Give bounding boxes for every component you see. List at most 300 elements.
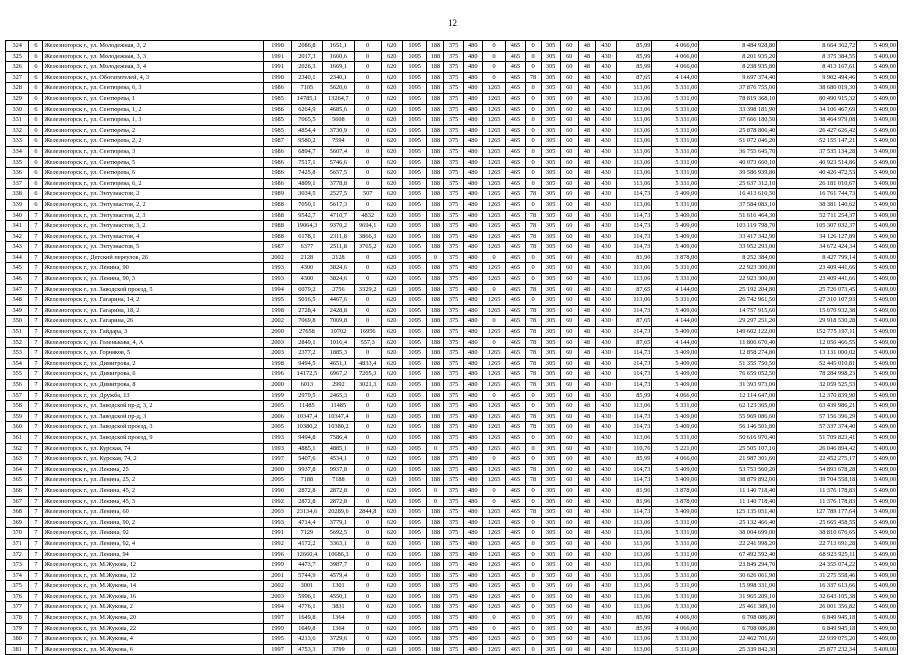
table-cell: 53 753 560,20	[699, 464, 777, 475]
table-cell: 1993	[264, 274, 292, 285]
address-cell: Железногорск г., ул. Гагарина, 14, 2	[43, 295, 264, 306]
table-cell: 7	[29, 454, 43, 465]
table-cell: 81,96	[617, 252, 652, 263]
table-cell: 38 464 979,08	[777, 115, 857, 126]
table-cell: 188	[427, 51, 444, 62]
table-cell: 1095	[402, 284, 427, 295]
table-cell: 480	[463, 327, 482, 338]
table-cell: 60	[560, 538, 578, 549]
table-cell: 465	[506, 136, 525, 147]
table-cell: 4833,4	[354, 358, 381, 369]
table-cell: 305	[541, 72, 560, 83]
table-cell: 1265	[482, 199, 505, 210]
table-cell: 5 409,00	[652, 422, 699, 433]
table-cell: 33 952 293,00	[699, 242, 777, 253]
table-cell: 620	[381, 252, 402, 263]
address-cell: Железногорск г., ул. М.Жукова, 12	[43, 570, 264, 581]
table-cell: 3329,2	[354, 284, 381, 295]
table-cell: 480	[463, 422, 482, 433]
table-cell: 5 409,00	[857, 443, 898, 454]
table-cell: 480	[463, 380, 482, 391]
table-cell: 430	[595, 168, 616, 179]
table-cell: 113,06	[617, 274, 652, 285]
table-cell: 620	[381, 327, 402, 338]
table-cell: 60	[560, 157, 578, 168]
table-cell: 465	[506, 581, 525, 592]
table-cell: 2511,8	[322, 242, 354, 253]
table-cell: 430	[595, 242, 616, 253]
table-cell: 78	[525, 475, 541, 486]
table-cell: 5 409,00	[652, 189, 699, 200]
table-cell: 480	[463, 432, 482, 443]
address-cell: Железногорск г., ул. Молодежная, 3, 4	[43, 62, 264, 73]
table-cell: 48	[578, 443, 595, 454]
table-cell: 188	[427, 369, 444, 380]
table-cell: 620	[381, 348, 402, 359]
table-cell: 3778,8	[322, 178, 354, 189]
table-cell: 1265	[482, 305, 505, 316]
table-row	[6, 178, 898, 189]
table-cell: 2000	[264, 380, 292, 391]
table-cell: 1265	[482, 178, 505, 189]
table-cell: 1985	[264, 125, 292, 136]
table-cell: 6377	[291, 242, 322, 253]
table-cell: 620	[381, 221, 402, 232]
table-cell: 60	[560, 475, 578, 486]
table-cell: 465	[506, 634, 525, 645]
table-cell: 0	[525, 602, 541, 613]
address-cell: Железногорск г., ул. Энтузиастов, 3, 2	[43, 221, 264, 232]
table-cell: 1095	[402, 125, 427, 136]
table-cell: 430	[595, 252, 616, 263]
table-row	[6, 115, 898, 126]
table-cell: 26 181 010,67	[777, 178, 857, 189]
table-cell: 26 001 356,82	[777, 602, 857, 613]
address-cell: Железногорск г., Детский переулок, 26	[43, 252, 264, 263]
table-cell: 2017,3	[291, 51, 322, 62]
address-cell: Железногорск г., ул. Заводской проезд, 9	[43, 432, 264, 443]
table-cell: 188	[427, 168, 444, 179]
table-cell: 20289,6	[322, 507, 354, 518]
address-cell: Железногорск г., ул. Сентюрева, 2, 2	[43, 136, 264, 147]
table-cell: 465	[506, 644, 525, 655]
table-cell: 37 535 134,28	[777, 146, 857, 157]
table-cell: 34 106 467,69	[777, 104, 857, 115]
table-cell: 305	[541, 528, 560, 539]
table-cell: 78 284 998,23	[777, 369, 857, 380]
table-cell: 188	[427, 358, 444, 369]
table-cell: 1997	[264, 613, 292, 624]
address-cell: Железногорск г., ул. Ленина, 45, 2	[43, 485, 264, 496]
table-cell: 5 409,00	[857, 411, 898, 422]
table-cell: 4753,3	[291, 644, 322, 655]
table-cell: 620	[381, 295, 402, 306]
table-cell: 1985	[264, 93, 292, 104]
table-cell: 620	[381, 390, 402, 401]
table-cell: 375	[444, 443, 463, 454]
table-cell: 305	[541, 168, 560, 179]
table-cell: 7425,8	[291, 168, 322, 179]
table-cell: 85,99	[617, 613, 652, 624]
table-cell: 0	[482, 623, 505, 634]
table-cell: 7	[29, 507, 43, 518]
table-cell: 13 131 000,02	[777, 348, 857, 359]
table-cell: 48	[578, 316, 595, 327]
table-cell: 620	[381, 41, 402, 52]
table-cell: 430	[595, 327, 616, 338]
table-cell: 1265	[482, 136, 505, 147]
table-cell: 5 409,00	[857, 538, 898, 549]
table-cell: 5 409,00	[857, 104, 898, 115]
table-cell: 6	[29, 62, 43, 73]
table-cell: 375	[444, 316, 463, 327]
table-cell: 430	[595, 358, 616, 369]
table-cell: 620	[381, 168, 402, 179]
table-cell: 113,06	[617, 125, 652, 136]
table-body	[6, 41, 898, 655]
table-cell: 78	[525, 422, 541, 433]
table-cell: 113,06	[617, 401, 652, 412]
table-cell: 331	[6, 115, 29, 126]
table-cell: 60	[560, 274, 578, 285]
table-cell: 48	[578, 644, 595, 655]
table-cell: 38 381 140,62	[777, 199, 857, 210]
table-cell: 0	[525, 634, 541, 645]
table-cell: 358	[6, 401, 29, 412]
table-cell: 188	[427, 189, 444, 200]
table-cell: 60	[560, 146, 578, 157]
table-cell: 465	[506, 199, 525, 210]
table-cell: 188	[427, 284, 444, 295]
table-cell: 114,73	[617, 380, 652, 391]
table-cell: 0	[354, 401, 381, 412]
table-cell: 0	[354, 549, 381, 560]
table-row	[6, 252, 898, 263]
table-cell: 380	[6, 634, 29, 645]
table-cell: 480	[463, 51, 482, 62]
table-cell: 48	[578, 72, 595, 83]
table-cell: 5 331,00	[652, 644, 699, 655]
table-cell: 5 409,00	[857, 284, 898, 295]
table-cell: 48	[578, 591, 595, 602]
table-cell: 480	[463, 242, 482, 253]
table-cell: 346	[6, 274, 29, 285]
table-cell: 29 297 251,20	[699, 316, 777, 327]
table-cell: 5746,6	[322, 157, 354, 168]
table-cell: 78	[525, 411, 541, 422]
table-cell: 620	[381, 358, 402, 369]
table-cell: 48	[578, 496, 595, 507]
table-cell: 48	[578, 380, 595, 391]
table-cell: 7	[29, 623, 43, 634]
table-cell: 480	[463, 231, 482, 242]
table-row	[6, 125, 898, 136]
table-cell: 6	[29, 199, 43, 210]
table-row	[6, 337, 898, 348]
table-cell: 339	[6, 199, 29, 210]
table-cell: 375	[444, 507, 463, 518]
table-cell: 2086,8	[291, 41, 322, 52]
table-cell: 0	[482, 51, 505, 62]
table-cell: 375	[444, 93, 463, 104]
table-cell: 113,06	[617, 432, 652, 443]
table-cell: 1265	[482, 432, 505, 443]
table-cell: 2005	[264, 475, 292, 486]
table-cell: 465	[506, 316, 525, 327]
table-cell: 465	[506, 432, 525, 443]
table-cell: 465	[506, 295, 525, 306]
address-cell: Железногорск г., ул. М.Жукова, 16	[43, 591, 264, 602]
table-cell: 375	[444, 189, 463, 200]
table-cell: 375	[444, 295, 463, 306]
table-cell: 6	[29, 51, 43, 62]
table-cell: 5657,5	[322, 168, 354, 179]
table-cell: 0	[354, 72, 381, 83]
table-cell: 1265	[482, 528, 505, 539]
table-cell: 60	[560, 72, 578, 83]
table-cell: 1095	[402, 210, 427, 221]
table-cell: 430	[595, 538, 616, 549]
table-cell: 8 484 928,80	[699, 41, 777, 52]
table-cell: 5617,3	[322, 199, 354, 210]
table-cell: 48	[578, 422, 595, 433]
table-cell: 48	[578, 602, 595, 613]
table-cell: 480	[463, 125, 482, 136]
table-cell: 465	[506, 221, 525, 232]
table-cell: 1994	[264, 284, 292, 295]
table-cell: 12 370 839,90	[777, 390, 857, 401]
table-cell: 1989	[264, 189, 292, 200]
table-cell: 4885,1	[322, 443, 354, 454]
table-cell: 305	[541, 634, 560, 645]
table-cell: 1265	[482, 644, 505, 655]
table-cell: 32 643 105,38	[777, 591, 857, 602]
table-cell: 60	[560, 485, 578, 496]
table-cell: 4885,1	[291, 443, 322, 454]
table-cell: 465	[506, 496, 525, 507]
table-cell: 353	[6, 348, 29, 359]
address-cell: Железногорск г., ул. Ленина, 90, 2	[43, 517, 264, 528]
table-cell: 375	[444, 231, 463, 242]
table-cell: 188	[427, 411, 444, 422]
table-cell: 620	[381, 263, 402, 274]
table-cell: 5 331,00	[652, 263, 699, 274]
table-cell: 5 409,00	[857, 199, 898, 210]
address-cell: Железногорск г., ул. Ленина, 92	[43, 528, 264, 539]
table-cell: 620	[381, 485, 402, 496]
table-cell: 620	[381, 104, 402, 115]
table-cell: 67 492 592,40	[699, 549, 777, 560]
table-cell: 3831	[322, 602, 354, 613]
table-cell: 1095	[402, 390, 427, 401]
table-cell: 48	[578, 189, 595, 200]
table-cell: 7	[29, 581, 43, 592]
table-cell: 48	[578, 485, 595, 496]
table-cell: 1095	[402, 581, 427, 592]
table-cell: 480	[463, 644, 482, 655]
table-cell: 5 409,00	[857, 496, 898, 507]
table-cell: 188	[427, 125, 444, 136]
table-cell: 0	[525, 581, 541, 592]
table-cell: 6	[29, 168, 43, 179]
table-cell: 328	[6, 83, 29, 94]
table-cell: 76 659 052,50	[699, 369, 777, 380]
table-cell: 5 409,00	[652, 507, 699, 518]
table-cell: 2128	[322, 252, 354, 263]
table-cell: 465	[506, 358, 525, 369]
table-cell: 1997	[264, 644, 292, 655]
table-cell: 620	[381, 634, 402, 645]
table-cell: 26 742 961,50	[699, 295, 777, 306]
table-cell: 68 923 925,11	[777, 549, 857, 560]
table-cell: 1095	[402, 93, 427, 104]
table-cell: 188	[427, 62, 444, 73]
table-cell: 22 923 300,00	[699, 263, 777, 274]
table-cell: 1265	[482, 274, 505, 285]
table-cell: 620	[381, 560, 402, 571]
table-row	[6, 295, 898, 306]
table-cell: 375	[444, 560, 463, 571]
table-cell: 374	[6, 570, 29, 581]
table-cell: 1095	[402, 231, 427, 242]
table-cell: 81,96	[617, 485, 652, 496]
table-cell: 48	[578, 41, 595, 52]
table-cell: 375	[444, 602, 463, 613]
table-cell: 0	[525, 136, 541, 147]
table-cell: 5 409,00	[857, 337, 898, 348]
table-cell: 465	[506, 157, 525, 168]
table-cell: 48	[578, 454, 595, 465]
table-cell: 60	[560, 125, 578, 136]
table-cell: 305	[541, 464, 560, 475]
table-cell: 5 331,00	[652, 157, 699, 168]
table-cell: 557,3	[354, 337, 381, 348]
table-cell: 2849,1	[291, 337, 322, 348]
table-row	[6, 454, 898, 465]
address-cell: Железногорск г., ул. Ленина, 90	[43, 263, 264, 274]
table-cell: 9 697 374,40	[699, 72, 777, 83]
table-cell: 7	[29, 284, 43, 295]
table-cell: 7	[29, 613, 43, 624]
table-cell: 4832	[354, 210, 381, 221]
table-cell: 305	[541, 231, 560, 242]
table-cell: 375	[444, 549, 463, 560]
table-cell: 465	[506, 305, 525, 316]
table-cell: 1265	[482, 380, 505, 391]
table-cell: 7050,1	[291, 199, 322, 210]
table-cell: 7	[29, 231, 43, 242]
table-cell: 375	[444, 634, 463, 645]
table-cell: 4710,7	[322, 210, 354, 221]
table-cell: 5 331,00	[652, 432, 699, 443]
table-cell: 60	[560, 581, 578, 592]
table-cell: 188	[427, 263, 444, 274]
table-cell: 430	[595, 199, 616, 210]
table-cell: 0	[354, 93, 381, 104]
table-cell: 6	[29, 125, 43, 136]
table-cell: 48	[578, 464, 595, 475]
table-cell: 352	[6, 337, 29, 348]
table-cell: 0	[482, 485, 505, 496]
table-cell: 81,96	[617, 496, 652, 507]
table-cell: 60	[560, 189, 578, 200]
table-cell: 430	[595, 146, 616, 157]
table-cell: 48	[578, 507, 595, 518]
table-cell: 2377,2	[291, 348, 322, 359]
table-cell: 5 331,00	[652, 517, 699, 528]
table-cell: 5 409,00	[652, 221, 699, 232]
table-cell: 5 409,00	[857, 178, 898, 189]
table-cell: 620	[381, 432, 402, 443]
table-cell: 85,99	[617, 390, 652, 401]
table-cell: 188	[427, 623, 444, 634]
table-cell: 25 339 842,30	[699, 644, 777, 655]
table-cell: 465	[506, 570, 525, 581]
table-cell: 7	[29, 549, 43, 560]
table-cell: 38 680 019,30	[777, 83, 857, 94]
table-cell: 5 409,00	[652, 411, 699, 422]
table-cell: 620	[381, 538, 402, 549]
table-cell: 10686,3	[322, 549, 354, 560]
table-row	[6, 517, 898, 528]
table-cell: 60	[560, 284, 578, 295]
table-cell: 430	[595, 644, 616, 655]
table-cell: 332	[6, 125, 29, 136]
table-cell: 60	[560, 41, 578, 52]
table-cell: 0	[354, 443, 381, 454]
address-cell: Железногорск г., ул. Голенькова, 4, А	[43, 337, 264, 348]
table-cell: 5 409,00	[652, 242, 699, 253]
table-cell: 38 810 676,65	[777, 528, 857, 539]
table-cell: 480	[463, 602, 482, 613]
table-cell: 430	[595, 528, 616, 539]
table-cell: 114,73	[617, 475, 652, 486]
table-cell: 375	[444, 168, 463, 179]
table-cell: 1095	[402, 221, 427, 232]
table-cell: 78	[525, 72, 541, 83]
table-cell: 0	[354, 252, 381, 263]
table-cell: 305	[541, 570, 560, 581]
table-cell: 375	[444, 104, 463, 115]
table-cell: 0	[525, 528, 541, 539]
table-cell: 305	[541, 221, 560, 232]
table-cell: 480	[463, 411, 482, 422]
table-cell: 480	[463, 390, 482, 401]
table-cell: 1996	[264, 549, 292, 560]
table-cell: 430	[595, 411, 616, 422]
table-cell: 3779,1	[322, 517, 354, 528]
table-cell: 620	[381, 93, 402, 104]
table-cell: 0	[354, 83, 381, 94]
table-cell: 5 409,00	[857, 242, 898, 253]
table-cell: 0	[482, 496, 505, 507]
table-cell: 0	[525, 62, 541, 73]
table-cell: 0	[525, 401, 541, 412]
table-cell: 7	[29, 464, 43, 475]
table-cell: 1095	[402, 316, 427, 327]
table-cell: 188	[427, 221, 444, 232]
table-cell: 305	[541, 146, 560, 157]
table-cell: 0	[354, 602, 381, 613]
table-cell: 430	[595, 72, 616, 83]
table-cell: 188	[427, 146, 444, 157]
table-cell: 48	[578, 210, 595, 221]
table-cell: 1994	[264, 602, 292, 613]
table-cell: 430	[595, 560, 616, 571]
table-cell: 0	[354, 168, 381, 179]
table-row	[6, 305, 898, 316]
table-cell: 114,73	[617, 221, 652, 232]
